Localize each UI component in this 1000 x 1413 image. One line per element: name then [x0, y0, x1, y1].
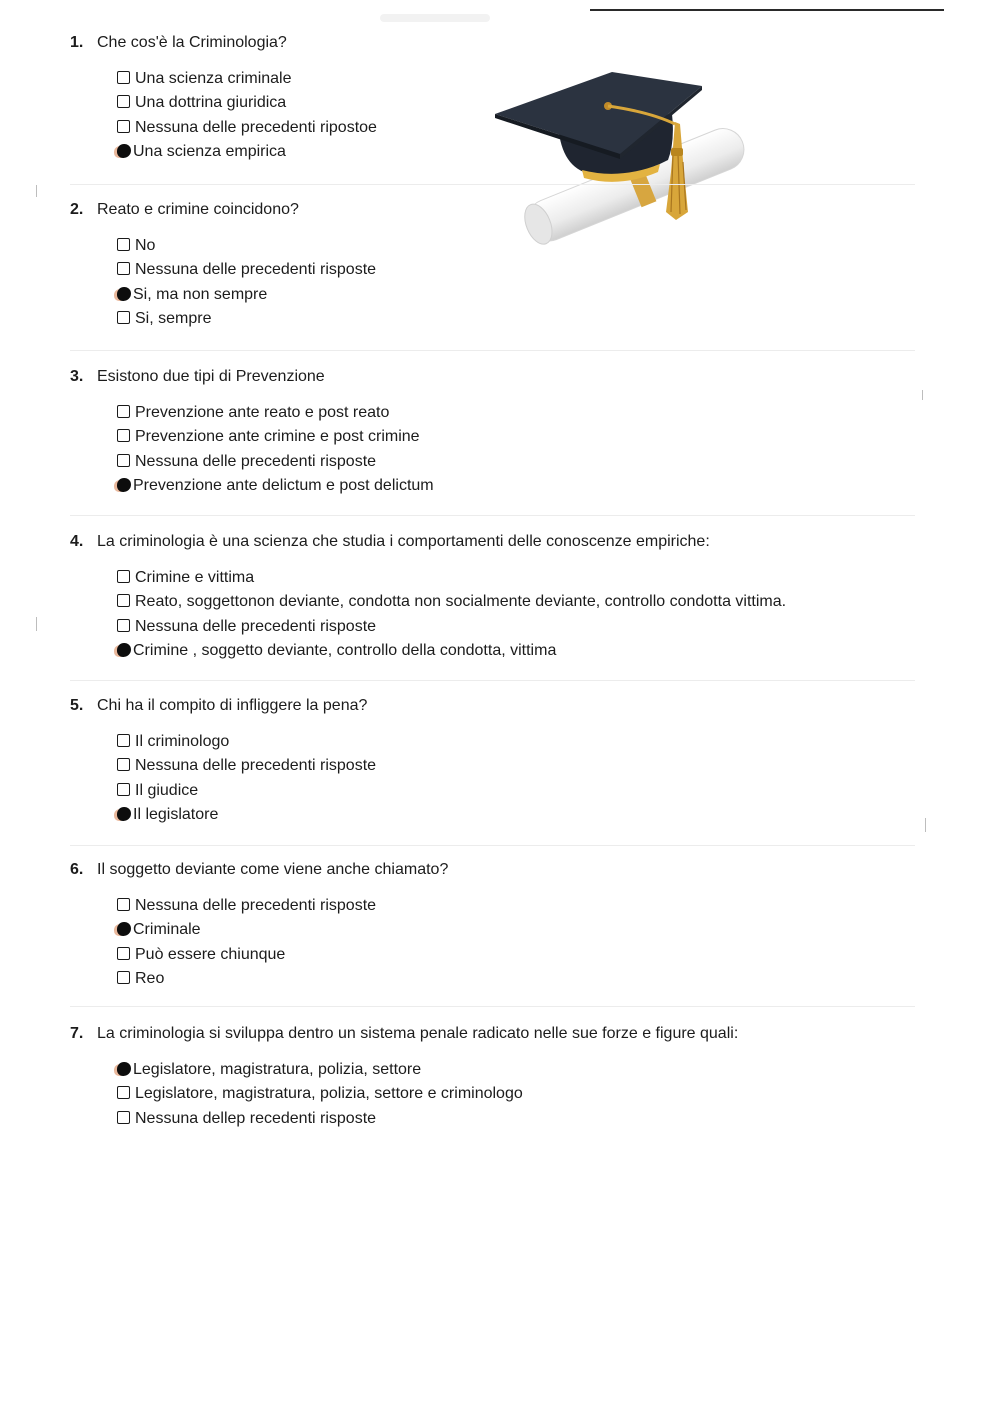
- answer-option[interactable]: [117, 615, 915, 639]
- checkbox-icon[interactable]: [117, 405, 130, 418]
- question-divider: [70, 184, 915, 185]
- checkbox-icon[interactable]: [117, 570, 130, 583]
- option-label: Reato, soggettonon deviante, condotta non socialmente deviante, controllo condotta vittima.: [135, 593, 787, 611]
- answer-option-selected[interactable]: [117, 639, 915, 663]
- checkbox-icon[interactable]: [117, 1111, 130, 1124]
- answer-option-selected[interactable]: [117, 474, 915, 498]
- question-6: [70, 858, 915, 991]
- answer-option[interactable]: [117, 894, 915, 918]
- answer-options: [117, 401, 915, 498]
- option-label: No: [135, 237, 156, 254]
- checkbox-icon[interactable]: [117, 734, 130, 747]
- answer-option[interactable]: [117, 967, 915, 991]
- checkbox-icon[interactable]: [117, 619, 130, 632]
- answer-option[interactable]: [117, 116, 915, 140]
- answer-option-selected[interactable]: [117, 140, 915, 164]
- option-label: Può essere chiunque: [135, 945, 286, 963]
- answer-option-selected[interactable]: [117, 918, 915, 942]
- option-label: Nessuna delle precedenti risposte: [135, 617, 377, 635]
- checkbox-icon[interactable]: [117, 71, 130, 84]
- question-3: [70, 365, 915, 498]
- question-number: 4.: [70, 533, 84, 550]
- question-text: Reato e crimine coincidono?: [97, 201, 299, 218]
- question-divider: [70, 515, 915, 516]
- question-divider: [70, 350, 915, 351]
- filled-mark-icon[interactable]: [117, 1062, 131, 1076]
- question-4: [70, 530, 915, 663]
- question-header: [70, 858, 915, 882]
- filled-mark-icon[interactable]: [117, 643, 131, 657]
- scan-edge-mark: [925, 818, 926, 832]
- filled-mark-icon[interactable]: [117, 807, 131, 821]
- question-number: 1.: [70, 34, 84, 51]
- question-text: Esistono due tipi di Prevenzione: [97, 368, 325, 385]
- checkbox-icon[interactable]: [117, 758, 130, 771]
- option-label: Crimine , soggetto deviante, controllo della condotta, vittima: [133, 641, 557, 659]
- option-label: Una dottrina giuridica: [135, 94, 287, 112]
- scan-edge-mark: [922, 390, 923, 400]
- answer-options: [117, 894, 915, 991]
- answer-option[interactable]: [117, 590, 915, 614]
- question-number: 2.: [70, 201, 84, 218]
- answer-option[interactable]: [117, 1082, 915, 1106]
- option-label: Il legislatore: [133, 805, 219, 823]
- checkbox-icon[interactable]: [117, 947, 130, 960]
- question-1: [70, 31, 915, 164]
- question-divider: [70, 845, 915, 846]
- question-header: [70, 694, 915, 718]
- option-label: Si, ma non sempre: [133, 285, 268, 303]
- answer-option-selected[interactable]: [117, 1058, 915, 1082]
- option-label: Nessuna delle precedenti risposte: [135, 452, 377, 470]
- option-label: Nessuna delle precedenti ripostoe: [135, 118, 377, 136]
- question-5: [70, 694, 915, 827]
- filled-mark-icon[interactable]: [117, 287, 131, 301]
- option-label: Nessuna delle precedenti risposte: [135, 757, 377, 775]
- question-number: 6.: [70, 861, 84, 878]
- option-label: Il giudice: [135, 781, 199, 799]
- question-header: [70, 198, 915, 222]
- scan-smudge: [380, 14, 490, 22]
- answer-option[interactable]: [117, 425, 915, 449]
- question-text: Chi ha il compito di infliggere la pena?: [97, 697, 368, 714]
- answer-option[interactable]: [117, 401, 915, 425]
- top-scan-rule: [590, 9, 944, 11]
- question-number: 5.: [70, 697, 84, 714]
- scan-edge-mark: [36, 185, 37, 197]
- checkbox-icon[interactable]: [117, 120, 130, 133]
- answer-option[interactable]: [117, 1107, 915, 1131]
- option-label: Una scienza criminale: [135, 70, 292, 87]
- answer-option[interactable]: [117, 730, 915, 754]
- answer-option[interactable]: [117, 67, 915, 91]
- answer-options: [117, 1058, 915, 1131]
- checkbox-icon[interactable]: [117, 311, 130, 324]
- question-text: Che cos'è la Criminologia?: [97, 34, 287, 51]
- option-label: Legislatore, magistratura, polizia, settore: [133, 1061, 422, 1078]
- checkbox-icon[interactable]: [117, 594, 130, 607]
- answer-options: [117, 234, 915, 331]
- answer-options: [117, 566, 915, 663]
- answer-option-selected[interactable]: [117, 803, 915, 827]
- option-label: Prevenzione ante reato e post reato: [135, 404, 390, 421]
- answer-option[interactable]: [117, 258, 915, 282]
- question-text: Il soggetto deviante come viene anche chiamato?: [97, 861, 449, 878]
- checkbox-icon[interactable]: [117, 971, 130, 984]
- question-divider: [70, 680, 915, 681]
- option-label: Crimine e vittima: [135, 569, 255, 586]
- filled-mark-icon[interactable]: [117, 144, 131, 158]
- answer-option[interactable]: [117, 234, 915, 258]
- filled-mark-icon[interactable]: [117, 478, 131, 492]
- question-number: 3.: [70, 368, 84, 385]
- checkbox-icon[interactable]: [117, 898, 130, 911]
- question-text: La criminologia si sviluppa dentro un sistema penale radicato nelle sue forze e figure quali:: [97, 1025, 739, 1042]
- checkbox-icon[interactable]: [117, 1086, 130, 1099]
- checkbox-icon[interactable]: [117, 95, 130, 108]
- scan-edge-mark: [36, 617, 37, 631]
- option-label: Prevenzione ante delictum e post delictum: [133, 476, 434, 494]
- checkbox-icon[interactable]: [117, 429, 130, 442]
- answer-option[interactable]: [117, 779, 915, 803]
- answer-option[interactable]: [117, 754, 915, 778]
- checkbox-icon[interactable]: [117, 238, 130, 251]
- question-header: [70, 1022, 915, 1046]
- filled-mark-icon[interactable]: [117, 922, 131, 936]
- option-label: Nessuna delle precedenti risposte: [135, 897, 377, 914]
- question-2: [70, 198, 915, 331]
- option-label: Si, sempre: [135, 309, 212, 327]
- question-header: [70, 31, 915, 55]
- question-text: La criminologia è una scienza che studia i comportamenti delle conoscenze empiriche:: [97, 533, 710, 550]
- answer-options: [117, 67, 915, 164]
- answer-option-selected[interactable]: [117, 283, 915, 307]
- checkbox-icon[interactable]: [117, 454, 130, 467]
- option-label: Criminale: [133, 921, 201, 939]
- checkbox-icon[interactable]: [117, 262, 130, 275]
- question-divider: [70, 1006, 915, 1007]
- answer-option[interactable]: [117, 450, 915, 474]
- checkbox-icon[interactable]: [117, 783, 130, 796]
- option-label: Nessuna dellep recedenti risposte: [135, 1109, 377, 1127]
- answer-option[interactable]: [117, 943, 915, 967]
- option-label: Prevenzione ante crimine e post crimine: [135, 428, 420, 446]
- answer-options: [117, 730, 915, 827]
- question-header: [70, 365, 915, 389]
- question-number: 7.: [70, 1025, 84, 1042]
- option-label: Il criminologo: [135, 733, 230, 750]
- answer-option[interactable]: [117, 566, 915, 590]
- question-header: [70, 530, 915, 554]
- option-label: Reo: [135, 969, 165, 987]
- answer-option[interactable]: [117, 91, 915, 115]
- option-label: Una scienza empirica: [133, 142, 286, 160]
- option-label: Legislatore, magistratura, polizia, settore e criminologo: [135, 1085, 523, 1103]
- option-label: Nessuna delle precedenti risposte: [135, 261, 377, 279]
- question-7: [70, 1022, 915, 1131]
- answer-option[interactable]: [117, 307, 915, 331]
